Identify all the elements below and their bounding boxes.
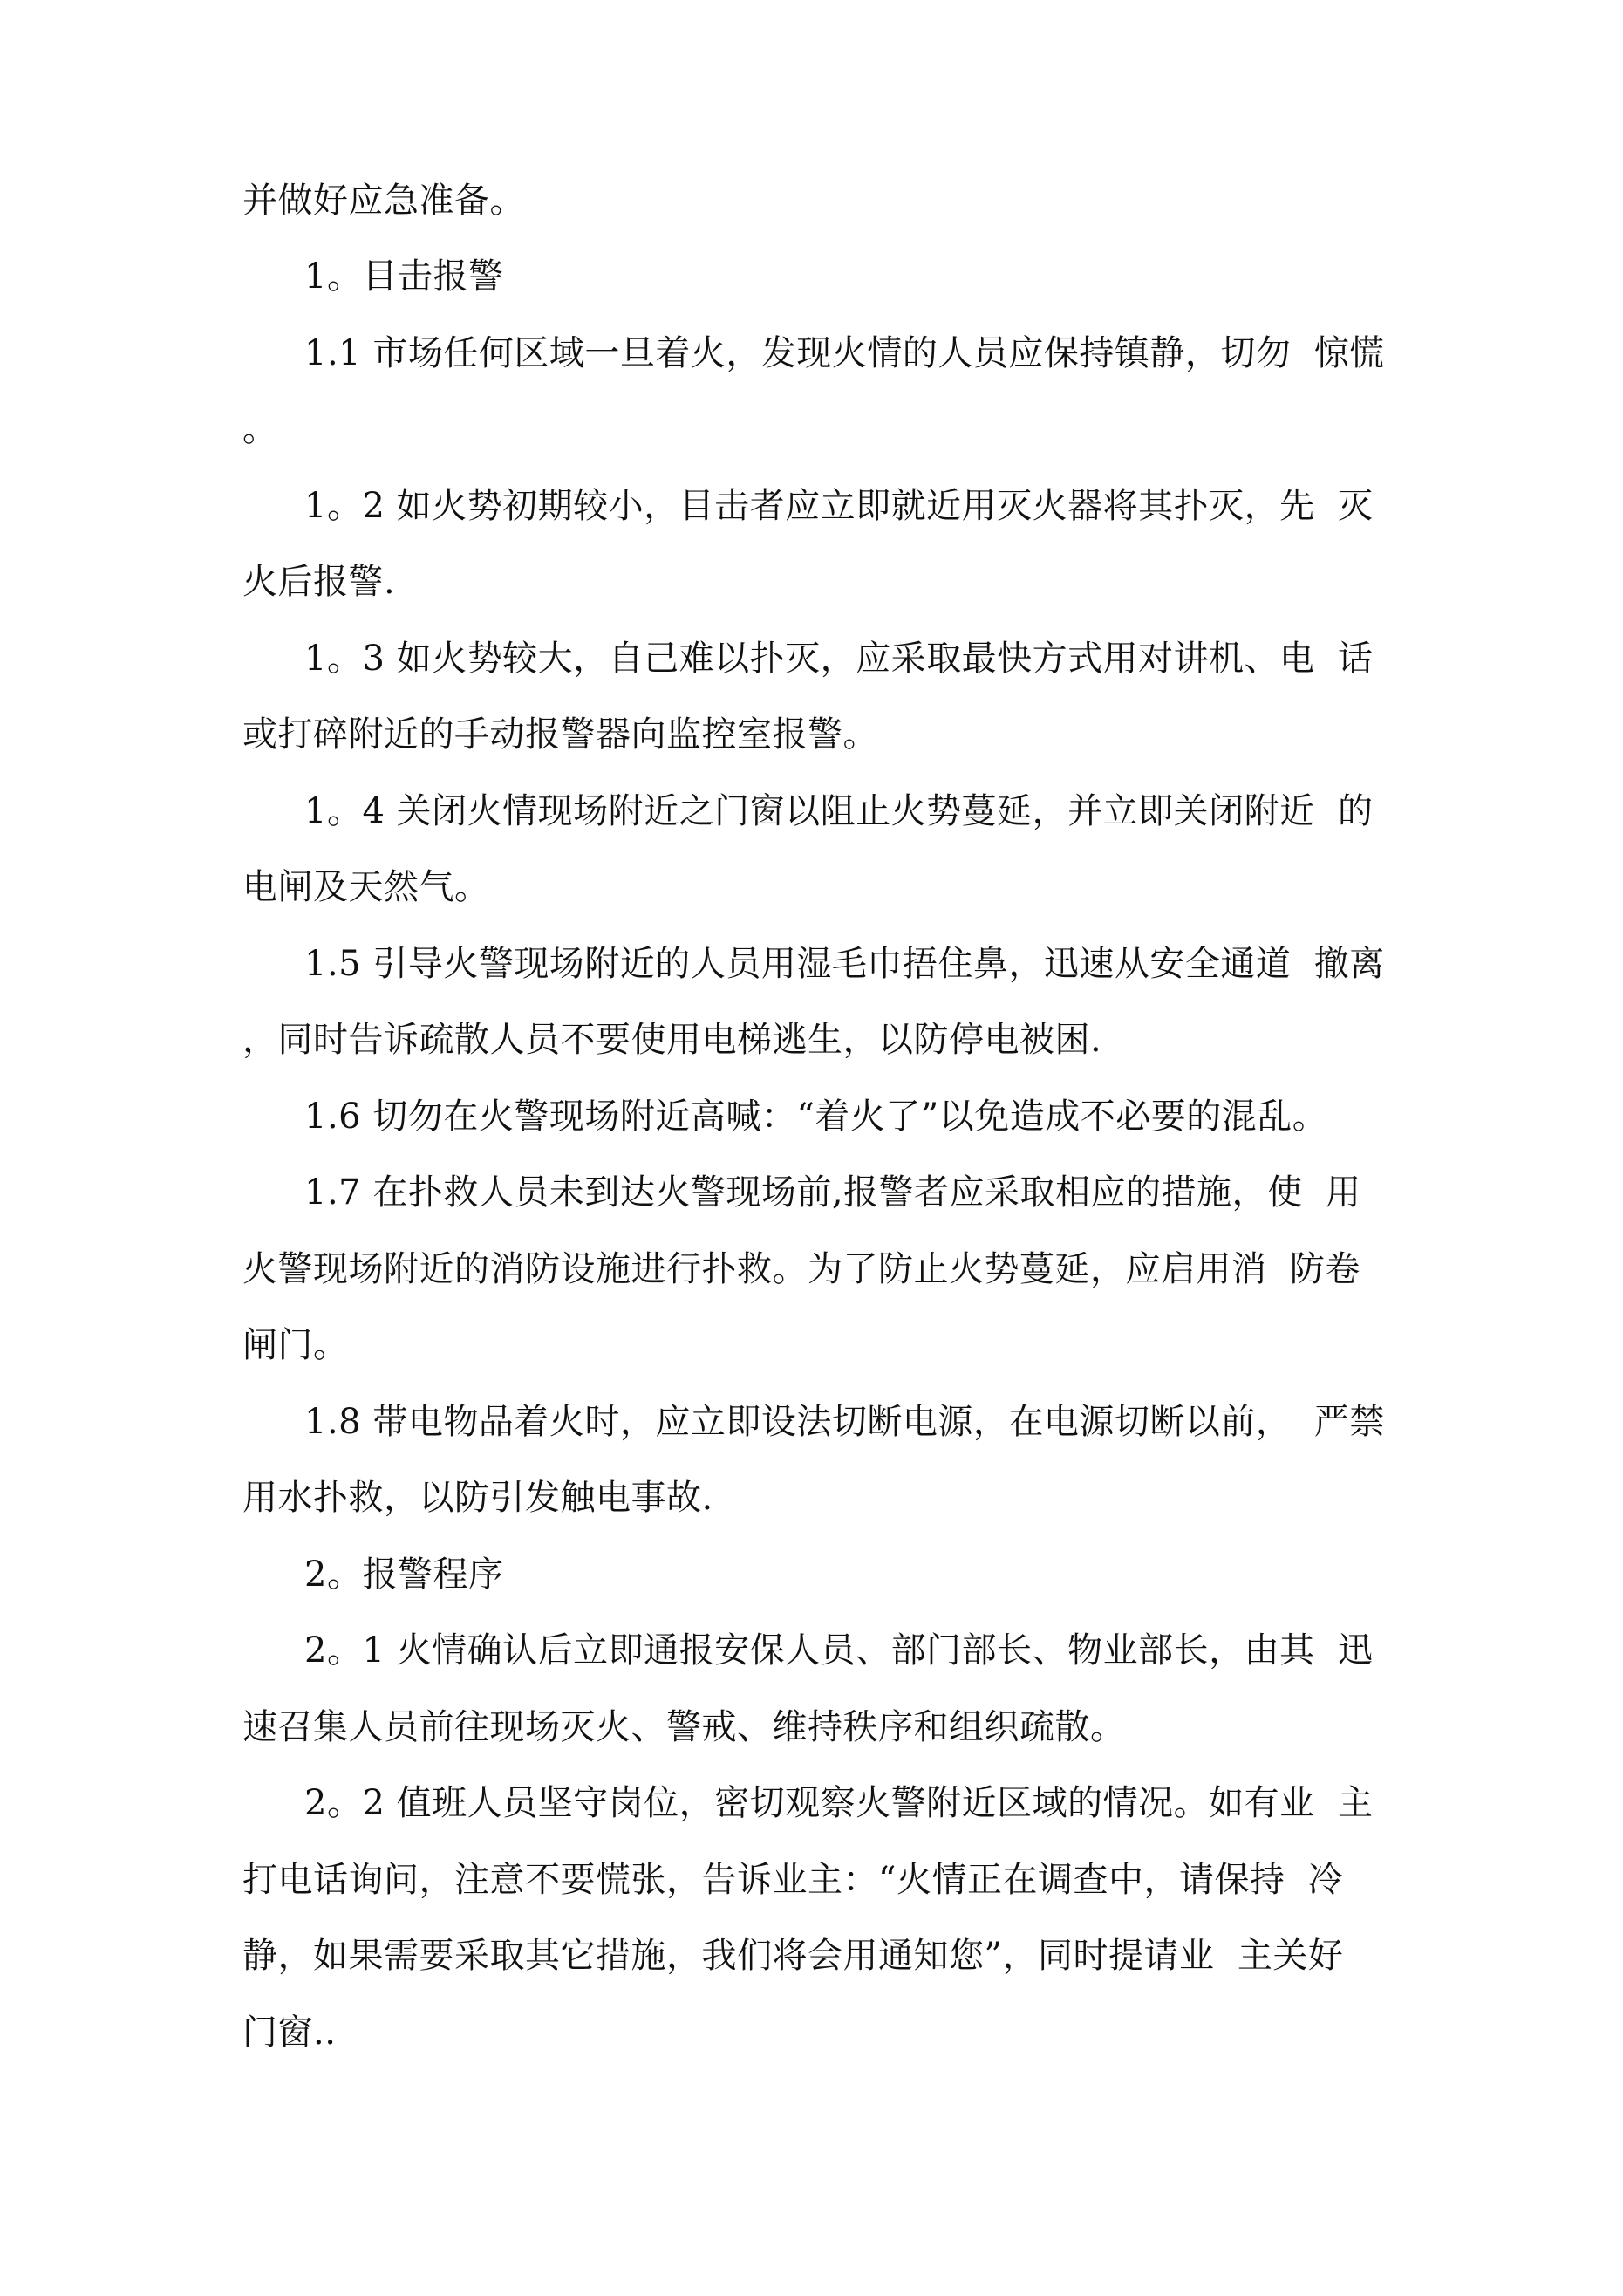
text-line: 。	[242, 409, 278, 449]
text-line: 电闸及天然气。	[242, 867, 490, 907]
text-line: 静，如果需要采取其它措施，我们将会用通知您”，同时提请业 主关好	[242, 1936, 1344, 1976]
text-line: 并做好应急准备。	[242, 181, 525, 221]
text-line: ，同时告诉疏散人员不要使用电梯逃生，以防停电被困.	[242, 1020, 1102, 1060]
text-line: 闸门。	[242, 1325, 349, 1365]
text-line: 1.1 市场任何区域一旦着火，发现火情的人员应保持镇静，切勿 惊慌	[304, 333, 1385, 373]
text-line: 1.8 带电物品着火时，应立即设法切断电源，在电源切断以前， 严禁	[304, 1402, 1385, 1442]
text-line: 2。2 值班人员坚守岗位，密切观察火警附近区域的情况。如有业 主	[304, 1783, 1374, 1823]
text-line: 1。4 关闭火情现场附近之门窗以阻止火势蔓延，并立即关闭附近 的	[304, 791, 1374, 831]
section-heading: 1。目击报警	[304, 256, 504, 297]
text-line: 速召集人员前往现场灭火、警戒、维持秩序和组织疏散。	[242, 1707, 1126, 1747]
text-line: 2。1 火情确认后立即通报安保人员、部门部长、物业部长，由其 迅	[304, 1630, 1374, 1671]
text-line: 用水扑救，以防引发触电事故.	[242, 1478, 713, 1518]
text-line: 1.7 在扑救人员未到达火警现场前,报警者应采取相应的措施，使 用	[304, 1172, 1361, 1213]
text-line: 1。3 如火势较大，自己难以扑灭，应采取最快方式用对讲机、电 话	[304, 639, 1374, 679]
section-heading: 2。报警程序	[304, 1555, 504, 1595]
text-line: 火后报警.	[242, 562, 396, 602]
text-line: 或打碎附近的手动报警器向监控室报警。	[242, 714, 878, 755]
text-line: 门窗..	[242, 2012, 337, 2053]
text-line: 1.6 切勿在火警现场附近高喊：“着火了”以免造成不必要的混乱。	[304, 1097, 1328, 1137]
text-line: 打电话询问，注意不要慌张，告诉业主：“火情正在调查中，请保持 冷	[242, 1860, 1344, 1900]
text-line: 1。2 如火势初期较小，目击者应立即就近用灭火器将其扑灭，先 灭	[304, 486, 1374, 526]
text-line: 1.5 引导火警现场附近的人员用湿毛巾捂住鼻，迅速从安全通道 撤离	[304, 944, 1385, 984]
text-line: 火警现场附近的消防设施进行扑救。为了防止火势蔓延，应启用消 防卷	[242, 1249, 1360, 1289]
